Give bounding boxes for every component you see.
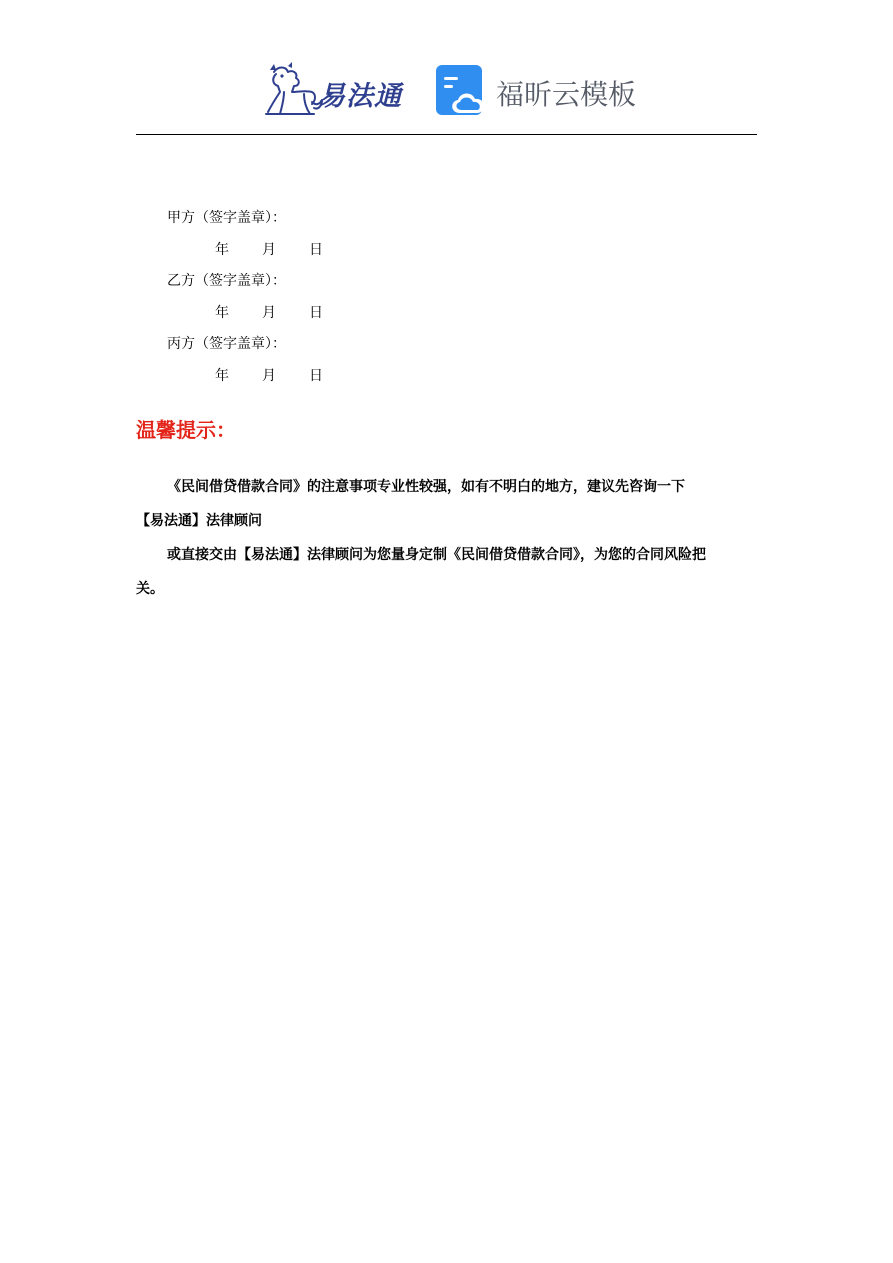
date-year-label: 年 — [215, 241, 229, 258]
tip-paragraph-line: 【易法通】法律顾问 — [136, 513, 262, 529]
foxit-template-logo-text: 福昕云模板 — [496, 78, 637, 111]
date-year-label: 年 — [215, 367, 229, 384]
signature-block — [136, 203, 757, 392]
date-month-label: 月 — [262, 367, 276, 384]
party-c-signature-label: 丙方（签字盖章）： — [167, 336, 286, 352]
date-day-label: 日 — [309, 241, 323, 258]
date-day-label: 日 — [309, 367, 323, 384]
party-b-date-line — [136, 298, 757, 330]
foxit-cloud-template-icon — [436, 65, 488, 117]
page-header — [0, 0, 893, 136]
warm-tips-body — [136, 470, 757, 606]
warm-tips-heading: 温馨提示： — [136, 418, 236, 442]
tip-paragraph-line: 《民间借贷借款合同》的注意事项专业性较强，如有不明白的地方，建议先咨询一下 — [167, 479, 685, 495]
tip-paragraph-line: 或直接交由【易法通】法律顾问为您量身定制《民间借贷借款合同》，为您的合同风险把 — [167, 547, 706, 563]
party-a-signature-label: 甲方（签字盖章）： — [167, 210, 286, 226]
tip-paragraph-line: 关。 — [136, 581, 164, 597]
party-a-date-line — [136, 235, 757, 267]
yifatong-logo-text: 易法通 — [318, 81, 402, 112]
header-divider — [136, 134, 757, 135]
date-month-label: 月 — [262, 304, 276, 321]
party-c-date-line — [136, 361, 757, 393]
party-b-signature-label: 乙方（签字盖章）： — [167, 273, 286, 289]
date-month-label: 月 — [262, 241, 276, 258]
date-year-label: 年 — [215, 304, 229, 321]
date-day-label: 日 — [309, 304, 323, 321]
